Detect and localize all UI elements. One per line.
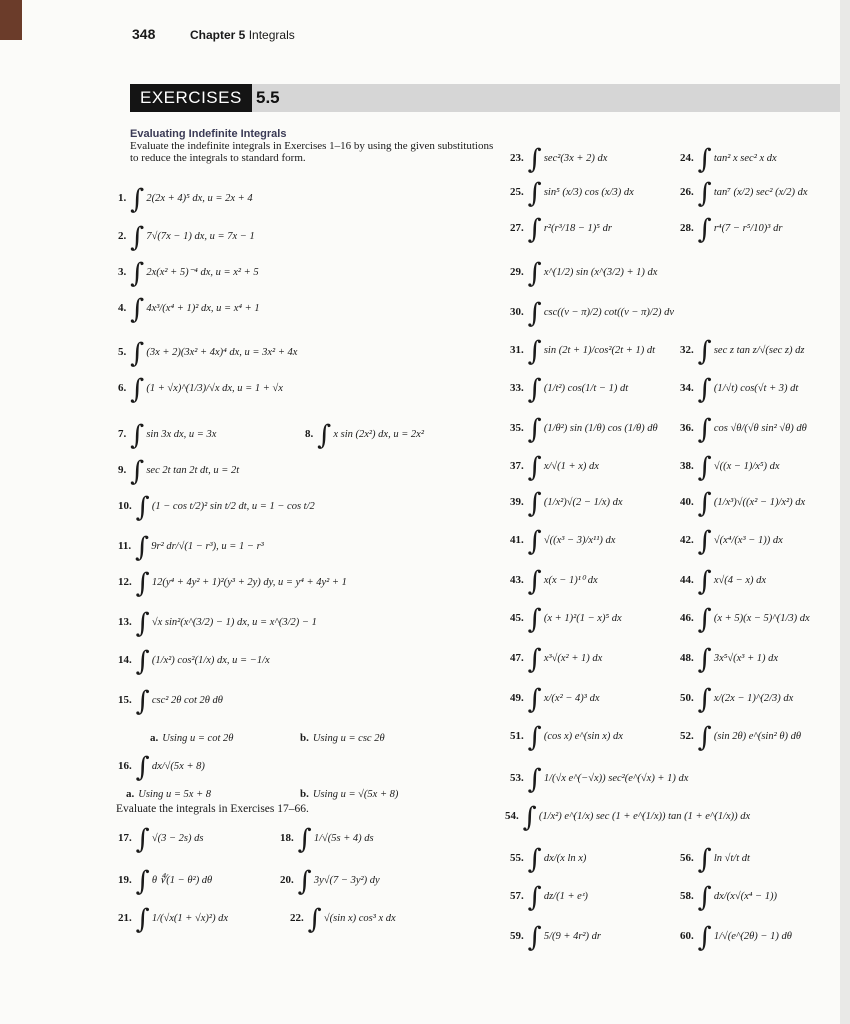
exercise-item	[680, 844, 750, 875]
integral-sign-icon: ∫	[527, 336, 542, 367]
exercise-number: 50.	[680, 692, 694, 704]
exercise-number: 33.	[510, 382, 524, 394]
exercise-item	[118, 420, 217, 451]
intro-text: Evaluate the indefinite integrals in Exercises 1–16 by using the given substitutions to reduce the integrals to standard form.	[130, 140, 494, 164]
exercise-expression: x/(x² − 4)³ dx	[543, 693, 600, 704]
exercise-item	[510, 336, 656, 367]
page-number: 348	[132, 26, 156, 42]
integral-sign-icon: ∫	[135, 686, 150, 717]
integral-sign-icon: ∫	[135, 824, 150, 855]
exercise-number: 21.	[118, 912, 132, 924]
integral-sign-icon: ∫	[522, 802, 537, 833]
exercises-banner	[130, 84, 840, 112]
integral-sign-icon: ∫	[297, 824, 312, 855]
page-header	[132, 26, 295, 44]
exercise-expression: r²(r³/18 − 1)⁵ dr	[543, 223, 612, 234]
exercise-expression: ln √t/t dt	[713, 853, 750, 864]
integral-sign-icon: ∫	[130, 420, 145, 451]
exercise-item	[680, 214, 783, 245]
exercise-expression: sin 3x dx, u = 3x	[146, 429, 217, 440]
exercises-number: 5.5	[256, 88, 280, 107]
integral-sign-icon: ∫	[527, 526, 542, 557]
exercise-item	[510, 764, 689, 795]
exercise-item	[510, 488, 623, 519]
exercise-expression: 1/√(5s + 4) ds	[313, 833, 374, 844]
exercise-number: a.	[126, 788, 135, 800]
exercise-number: 59.	[510, 930, 524, 942]
exercise-number: 41.	[510, 534, 524, 546]
exercise-expression: (1/√t) cos(√t + 3) dt	[713, 383, 799, 394]
exercise-item	[505, 802, 751, 833]
exercise-number: 31.	[510, 344, 524, 356]
exercise-item	[118, 532, 264, 563]
exercise-expression: dz/(1 + eᶻ)	[543, 891, 588, 902]
exercise-number: 16.	[118, 760, 132, 772]
exercise-number: 48.	[680, 652, 694, 664]
exercise-number: 5.	[118, 346, 127, 358]
integral-sign-icon: ∫	[527, 764, 542, 795]
exercise-item	[510, 414, 658, 445]
exercise-number: 49.	[510, 692, 524, 704]
exercise-expression: (1/x²) e^(1/x) sec (1 + e^(1/x)) tan (1 + e^(1/x)) dx	[538, 811, 751, 822]
exercise-number: 2.	[118, 230, 127, 242]
exercise-item	[305, 420, 424, 451]
exercise-number: 3.	[118, 266, 127, 278]
integral-sign-icon: ∫	[135, 568, 150, 599]
exercise-item	[118, 456, 240, 487]
exercise-number: 23.	[510, 152, 524, 164]
exercise-expression: (sin 2θ) e^(sin² θ) dθ	[713, 731, 802, 742]
exercise-number: 22.	[290, 912, 304, 924]
exercise-expression: x³√(x² + 1) dx	[543, 653, 603, 664]
exercise-number: 15.	[118, 694, 132, 706]
exercise-item	[118, 686, 223, 717]
exercise-item	[680, 526, 783, 557]
exercise-expression: x sin (2x²) dx, u = 2x²	[333, 429, 424, 440]
integral-sign-icon: ∫	[135, 492, 150, 523]
integral-sign-icon: ∫	[527, 844, 542, 875]
exercise-expression: 3y√(7 − 3y²) dy	[313, 875, 380, 886]
integral-sign-icon: ∫	[130, 294, 145, 325]
exercise-item	[510, 566, 598, 597]
exercise-number: a.	[150, 732, 159, 744]
exercise-number: 36.	[680, 422, 694, 434]
exercise-expression: 7√(7x − 1) dx, u = 7x − 1	[146, 231, 255, 242]
exercise-expression: 2x(x² + 5)⁻⁴ dx, u = x² + 5	[146, 267, 259, 278]
integral-sign-icon: ∫	[527, 144, 542, 175]
exercise-expression: sec²(3x + 2) dx	[543, 153, 608, 164]
exercise-expression: 5/(9 + 4r²) dr	[543, 931, 602, 942]
exercise-number: 53.	[510, 772, 524, 784]
exercise-item	[510, 298, 675, 329]
exercise-expression: 4x³/(x⁴ + 1)² dx, u = x⁴ + 1	[146, 303, 260, 314]
exercise-number: 55.	[510, 852, 524, 864]
exercise-item	[680, 488, 806, 519]
exercise-expression: csc² 2θ cot 2θ dθ	[151, 695, 223, 706]
exercise-expression: Using u = √(5x + 8)	[312, 789, 399, 800]
exercise-expression: 3x⁵√(x³ + 1) dx	[713, 653, 779, 664]
exercise-expression: x(x − 1)¹⁰ dx	[543, 575, 598, 586]
exercise-item	[510, 144, 608, 175]
integral-sign-icon: ∫	[697, 414, 712, 445]
exercise-number: 4.	[118, 302, 127, 314]
integral-sign-icon: ∫	[130, 456, 145, 487]
exercises-label: EXERCISES	[130, 84, 252, 112]
exercise-item	[680, 336, 805, 367]
integral-sign-icon: ∫	[697, 684, 712, 715]
exercise-expression: (x + 1)²(1 − x)⁵ dx	[543, 613, 622, 624]
exercise-number: 46.	[680, 612, 694, 624]
exercise-number: 52.	[680, 730, 694, 742]
exercise-expression: 1/√(e^(2θ) − 1) dθ	[713, 931, 792, 942]
exercise-number: 32.	[680, 344, 694, 356]
exercise-item	[280, 866, 380, 897]
exercise-expression: csc((v − π)/2) cot((v − π)/2) dv	[543, 307, 675, 318]
integral-sign-icon: ∫	[527, 604, 542, 635]
exercise-number: 24.	[680, 152, 694, 164]
exercise-expression: (1/t²) cos(1/t − 1) dt	[543, 383, 629, 394]
exercise-number: 20.	[280, 874, 294, 886]
exercise-item	[680, 684, 794, 715]
exercise-item	[510, 214, 612, 245]
exercise-number: 56.	[680, 852, 694, 864]
exercise-item	[126, 784, 211, 804]
exercise-expression: (3x + 2)(3x² + 4x)⁴ dx, u = 3x² + 4x	[146, 347, 298, 358]
integral-sign-icon: ∫	[135, 866, 150, 897]
integral-sign-icon: ∫	[307, 904, 322, 935]
exercise-expression: (x + 5)(x − 5)^(1/3) dx	[713, 613, 810, 624]
exercise-item	[118, 338, 298, 369]
exercise-expression: dx/(x ln x)	[543, 853, 587, 864]
exercise-expression: sec z tan z/√(sec z) dz	[713, 345, 805, 356]
exercise-expression: 1/(√x(1 + √x)²) dx	[151, 913, 229, 924]
integral-sign-icon: ∫	[130, 374, 145, 405]
chapter-heading	[190, 28, 295, 42]
exercise-expression: θ ∜(1 − θ²) dθ	[151, 875, 213, 886]
exercise-expression: tan⁷ (x/2) sec² (x/2) dx	[713, 187, 808, 198]
exercise-item	[510, 604, 622, 635]
exercise-expression: Using u = cot 2θ	[162, 733, 234, 744]
exercise-item	[118, 374, 283, 405]
exercise-number: 37.	[510, 460, 524, 472]
exercise-item	[510, 374, 629, 405]
exercise-number: 47.	[510, 652, 524, 664]
exercise-expression: dx/(x√(x⁴ − 1))	[713, 891, 777, 902]
exercise-number: 39.	[510, 496, 524, 508]
chapter-title: Integrals	[248, 28, 295, 42]
exercise-item	[680, 452, 780, 483]
exercise-number: 26.	[680, 186, 694, 198]
integral-sign-icon: ∫	[527, 214, 542, 245]
integral-sign-icon: ∫	[697, 604, 712, 635]
exercise-item	[118, 258, 259, 289]
exercise-number: 54.	[505, 810, 519, 822]
integral-sign-icon: ∫	[697, 144, 712, 175]
exercise-item	[510, 644, 603, 675]
exercise-number: 11.	[118, 540, 132, 552]
integral-sign-icon: ∫	[527, 178, 542, 209]
exercise-item	[118, 294, 260, 325]
exercise-item	[118, 904, 229, 935]
integral-sign-icon: ∫	[697, 526, 712, 557]
exercise-number: 29.	[510, 266, 524, 278]
exercise-number: 28.	[680, 222, 694, 234]
exercise-number: 19.	[118, 874, 132, 886]
exercise-number: 9.	[118, 464, 127, 476]
integral-sign-icon: ∫	[130, 258, 145, 289]
integral-sign-icon: ∫	[527, 684, 542, 715]
exercise-item	[300, 728, 385, 748]
exercise-number: 30.	[510, 306, 524, 318]
integral-sign-icon: ∫	[697, 178, 712, 209]
integral-sign-icon: ∫	[135, 532, 150, 563]
exercise-expression: 2(2x + 4)⁵ dx, u = 2x + 4	[146, 193, 253, 204]
integral-sign-icon: ∫	[527, 922, 542, 953]
integral-sign-icon: ∫	[697, 882, 712, 913]
exercise-number: 27.	[510, 222, 524, 234]
integral-sign-icon: ∫	[135, 646, 150, 677]
exercise-item	[510, 526, 616, 557]
mid-instruction: Evaluate the integrals in Exercises 17–66.	[116, 803, 309, 815]
integral-sign-icon: ∫	[527, 374, 542, 405]
exercise-expression: √(3 − 2s) ds	[151, 833, 204, 844]
exercise-number: b.	[300, 732, 309, 744]
exercise-expression: x/√(1 + x) dx	[543, 461, 599, 472]
exercise-item	[680, 922, 792, 953]
exercise-item	[510, 178, 634, 209]
integral-sign-icon: ∫	[697, 214, 712, 245]
page-edge	[0, 0, 22, 40]
exercise-item	[118, 492, 315, 523]
exercise-item	[118, 608, 317, 639]
exercise-number: 60.	[680, 930, 694, 942]
integral-sign-icon: ∫	[135, 904, 150, 935]
exercise-number: 1.	[118, 192, 127, 204]
integral-sign-icon: ∫	[697, 488, 712, 519]
integral-sign-icon: ∫	[527, 452, 542, 483]
exercise-number: 10.	[118, 500, 132, 512]
exercise-expression: dx/√(5x + 8)	[151, 761, 205, 772]
exercise-number: 42.	[680, 534, 694, 546]
exercise-expression: x/(2x − 1)^(2/3) dx	[713, 693, 794, 704]
exercise-number: 43.	[510, 574, 524, 586]
chapter-label: Chapter 5	[190, 28, 246, 42]
exercise-expression: √(x⁴/(x³ − 1)) dx	[713, 535, 783, 546]
exercise-expression: √(sin x) cos³ x dx	[323, 913, 396, 924]
exercise-item	[150, 728, 233, 748]
exercise-item	[510, 452, 599, 483]
exercise-item	[510, 844, 587, 875]
exercise-item	[510, 258, 658, 289]
integral-sign-icon: ∫	[135, 752, 150, 783]
exercise-expression: sin⁵ (x/3) cos (x/3) dx	[543, 187, 634, 198]
exercise-expression: √((x − 1)/x⁵) dx	[713, 461, 780, 472]
integral-sign-icon: ∫	[697, 452, 712, 483]
integral-sign-icon: ∫	[527, 882, 542, 913]
exercise-expression: 12(y⁴ + 4y² + 1)²(y³ + 2y) dy, u = y⁴ + 4y² + 1	[151, 577, 347, 588]
section-title: Evaluating Indefinite Integrals	[130, 128, 287, 140]
exercise-number: 35.	[510, 422, 524, 434]
integral-sign-icon: ∫	[697, 336, 712, 367]
exercise-number: 51.	[510, 730, 524, 742]
exercise-item	[680, 414, 807, 445]
exercise-expression: (1/x²) cos²(1/x) dx, u = −1/x	[151, 655, 270, 666]
integral-sign-icon: ∫	[527, 488, 542, 519]
integral-sign-icon: ∫	[697, 722, 712, 753]
exercise-number: 40.	[680, 496, 694, 508]
exercise-item	[680, 722, 802, 753]
exercise-item	[118, 866, 213, 897]
integral-sign-icon: ∫	[130, 184, 145, 215]
exercise-expression: sin (2t + 1)/cos²(2t + 1) dt	[543, 345, 656, 356]
exercise-expression: tan² x sec² x dx	[713, 153, 777, 164]
exercise-item	[118, 184, 253, 215]
exercise-number: 6.	[118, 382, 127, 394]
exercise-expression: Using u = csc 2θ	[312, 733, 385, 744]
exercise-number: 14.	[118, 654, 132, 666]
exercise-expression: (1 − cos t/2)² sin t/2 dt, u = 1 − cos t/2	[151, 501, 315, 512]
exercise-number: 12.	[118, 576, 132, 588]
exercise-number: 7.	[118, 428, 127, 440]
integral-sign-icon: ∫	[527, 414, 542, 445]
integral-sign-icon: ∫	[697, 844, 712, 875]
exercise-number: 18.	[280, 832, 294, 844]
integral-sign-icon: ∫	[527, 566, 542, 597]
integral-sign-icon: ∫	[697, 566, 712, 597]
exercise-item	[680, 604, 810, 635]
exercise-number: b.	[300, 788, 309, 800]
exercise-expression: r⁴(7 − r⁵/10)³ dr	[713, 223, 783, 234]
integral-sign-icon: ∫	[135, 608, 150, 639]
exercise-expression: x√(4 − x) dx	[713, 575, 767, 586]
exercise-number: 57.	[510, 890, 524, 902]
exercise-expression: Using u = 5x + 8	[138, 789, 212, 800]
exercise-expression: √((x³ − 3)/x¹¹) dx	[543, 535, 616, 546]
exercise-expression: 1/(√x e^(−√x)) sec²(e^(√x) + 1) dx	[543, 773, 689, 784]
exercise-expression: x^(1/2) sin (x^(3/2) + 1) dx	[543, 267, 658, 278]
exercise-number: 25.	[510, 186, 524, 198]
integral-sign-icon: ∫	[527, 644, 542, 675]
integral-sign-icon: ∫	[297, 866, 312, 897]
exercise-item	[680, 644, 779, 675]
exercise-expression: 9r² dr/√(1 − r³), u = 1 − r³	[151, 541, 264, 552]
integral-sign-icon: ∫	[527, 258, 542, 289]
exercise-item	[300, 784, 398, 804]
integral-sign-icon: ∫	[130, 222, 145, 253]
exercise-number: 8.	[305, 428, 314, 440]
exercise-item	[510, 722, 623, 753]
exercise-expression: (cos x) e^(sin x) dx	[543, 731, 623, 742]
exercise-expression: (1/x²)√(2 − 1/x) dx	[543, 497, 623, 508]
exercise-number: 38.	[680, 460, 694, 472]
exercise-item	[118, 646, 270, 677]
exercise-item	[280, 824, 374, 855]
exercise-item	[290, 904, 396, 935]
exercise-expression: sec 2t tan 2t dt, u = 2t	[146, 465, 240, 476]
exercise-number: 44.	[680, 574, 694, 586]
exercise-number: 13.	[118, 616, 132, 628]
exercise-number: 17.	[118, 832, 132, 844]
integral-sign-icon: ∫	[317, 420, 332, 451]
exercise-item	[680, 882, 777, 913]
exercise-item	[510, 882, 588, 913]
exercise-expression: (1 + √x)^(1/3)/√x dx, u = 1 + √x	[146, 383, 283, 394]
exercise-item	[510, 922, 602, 953]
integral-sign-icon: ∫	[527, 298, 542, 329]
exercise-item	[118, 752, 205, 783]
exercise-expression: (1/x³)√((x² − 1)/x²) dx	[713, 497, 806, 508]
exercise-expression: cos √θ/(√θ sin² √θ) dθ	[713, 423, 807, 434]
exercise-expression: (1/θ²) sin (1/θ) cos (1/θ) dθ	[543, 423, 658, 434]
exercise-item	[118, 824, 204, 855]
exercise-number: 58.	[680, 890, 694, 902]
integral-sign-icon: ∫	[527, 722, 542, 753]
integral-sign-icon: ∫	[697, 374, 712, 405]
exercise-item	[680, 144, 777, 175]
exercise-item	[680, 178, 808, 209]
exercise-item	[118, 568, 347, 599]
exercise-number: 34.	[680, 382, 694, 394]
integral-sign-icon: ∫	[130, 338, 145, 369]
exercise-item	[510, 684, 600, 715]
exercise-expression: √x sin²(x^(3/2) − 1) dx, u = x^(3/2) − 1	[151, 617, 317, 628]
exercise-item	[680, 566, 767, 597]
exercise-item	[680, 374, 799, 405]
integral-sign-icon: ∫	[697, 922, 712, 953]
exercise-item	[118, 222, 255, 253]
exercise-number: 45.	[510, 612, 524, 624]
integral-sign-icon: ∫	[697, 644, 712, 675]
